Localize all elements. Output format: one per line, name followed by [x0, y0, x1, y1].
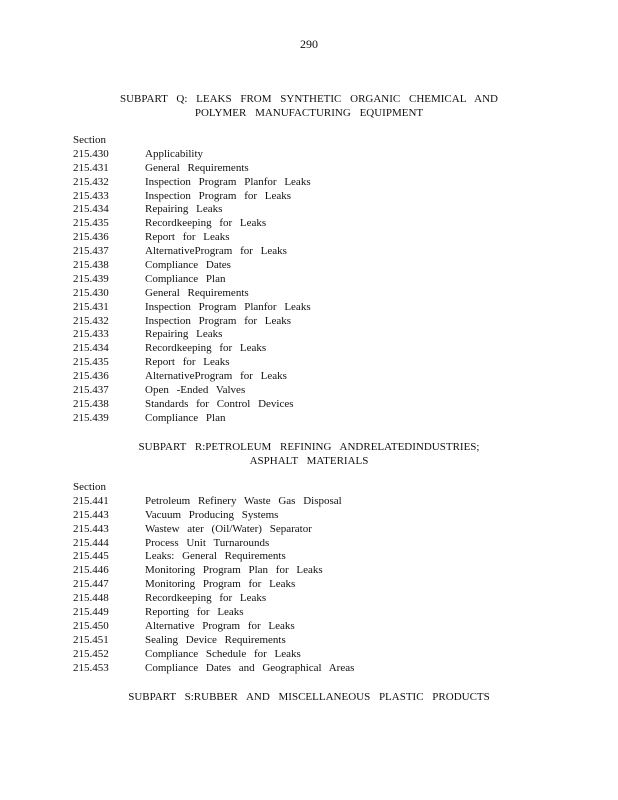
- page-number: 290: [300, 37, 318, 51]
- section-title: Compliance Dates: [145, 259, 231, 272]
- section-entry: [73, 203, 593, 217]
- section-title: Repairing Leaks: [145, 328, 223, 341]
- section-number: 215.444: [73, 536, 109, 549]
- section-entry: [73, 634, 593, 648]
- section-title: Open -Ended Valves: [145, 384, 246, 397]
- subpart-q-heading-line2: POLYMER MANUFACTURING EQUIPMENT: [194, 107, 424, 119]
- section-entry: [73, 592, 593, 606]
- section-number: 215.445: [73, 550, 109, 563]
- section-entry: [73, 537, 593, 551]
- section-number: 215.452: [73, 647, 109, 660]
- section-number: 215.434: [73, 342, 109, 355]
- section-entry: [73, 190, 593, 204]
- subpart-r-rows: [73, 495, 593, 676]
- section-label: Section: [73, 134, 106, 146]
- section-number: 215.432: [73, 175, 109, 188]
- section-number: 215.435: [73, 356, 109, 369]
- section-entry: [73, 578, 593, 592]
- section-number: 215.431: [73, 300, 109, 313]
- section-title: Vacuum Producing Systems: [145, 508, 279, 521]
- section-entry: [73, 231, 593, 245]
- section-entry: [73, 287, 593, 301]
- subpart-r-heading: [0, 440, 618, 468]
- subpart-q-heading-line1: SUBPART Q: LEAKS FROM SYNTHETIC ORGANIC CHEMICAL AND: [120, 93, 498, 105]
- section-title: Recordkeeping for Leaks: [145, 217, 267, 230]
- section-number: 215.443: [73, 522, 109, 535]
- section-title: Report for Leaks: [145, 231, 230, 244]
- section-number: 215.451: [73, 633, 109, 646]
- section-title: Recordkeeping for Leaks: [145, 592, 267, 605]
- section-entry: [73, 412, 593, 426]
- section-number: 215.437: [73, 384, 109, 397]
- section-entry: [73, 564, 593, 578]
- section-entry: [73, 356, 593, 370]
- section-entry: [73, 162, 593, 176]
- section-entry: [73, 662, 593, 676]
- section-title: Compliance Plan: [145, 272, 226, 285]
- section-number: 215.435: [73, 217, 109, 230]
- section-number: 215.441: [73, 494, 109, 507]
- subpart-q-rows: [73, 148, 593, 426]
- section-entry: [73, 384, 593, 398]
- section-title: Inspection Program Planfor Leaks: [145, 300, 311, 313]
- section-title: Inspection Program for Leaks: [145, 189, 292, 202]
- section-entry: [73, 176, 593, 190]
- section-title: Reporting for Leaks: [145, 606, 244, 619]
- section-entry: [73, 259, 593, 273]
- section-label: Section: [73, 481, 106, 493]
- section-title: Recordkeeping for Leaks: [145, 342, 267, 355]
- section-title: Monitoring Program Plan for Leaks: [145, 564, 323, 577]
- section-number: 215.450: [73, 619, 109, 632]
- section-title: Compliance Dates and Geographical Areas: [145, 661, 355, 674]
- section-title: Wastew ater (Oil/Water) Separator: [145, 522, 312, 535]
- section-entry: [73, 273, 593, 287]
- section-number: 215.438: [73, 397, 109, 410]
- section-number: 215.432: [73, 314, 109, 327]
- section-entry: [73, 495, 593, 509]
- section-number: 215.448: [73, 592, 109, 605]
- section-number: 215.438: [73, 259, 109, 272]
- section-number: 215.431: [73, 161, 109, 174]
- section-title: Standards for Control Devices: [145, 397, 294, 410]
- section-entry: [73, 509, 593, 523]
- section-number: 215.430: [73, 286, 109, 299]
- section-title: AlternativeProgram for Leaks: [145, 370, 287, 383]
- section-number: 215.434: [73, 203, 109, 216]
- section-title: General Requirements: [145, 161, 249, 174]
- section-title: Compliance Schedule for Leaks: [145, 647, 301, 660]
- section-title: Repairing Leaks: [145, 203, 223, 216]
- section-title: Sealing Device Requirements: [145, 633, 286, 646]
- section-entry: [73, 606, 593, 620]
- section-number: 215.437: [73, 245, 109, 258]
- section-number: 215.433: [73, 328, 109, 341]
- section-title: Petroleum Refinery Waste Gas Disposal: [145, 494, 342, 507]
- section-title: AlternativeProgram for Leaks: [145, 245, 287, 258]
- section-entry: [73, 398, 593, 412]
- section-title: Report for Leaks: [145, 356, 230, 369]
- section-title: Process Unit Turnarounds: [145, 536, 270, 549]
- section-title: Compliance Plan: [145, 411, 226, 424]
- subpart-r-heading-line1: SUBPART R:PETROLEUM REFINING ANDRELATEDINDUSTRIES;: [138, 441, 480, 453]
- section-title: Monitoring Program for Leaks: [145, 578, 296, 591]
- section-number: 215.439: [73, 411, 109, 424]
- section-title: General Requirements: [145, 286, 249, 299]
- section-number: 215.439: [73, 272, 109, 285]
- section-number: 215.447: [73, 578, 109, 591]
- section-number: 215.436: [73, 370, 109, 383]
- section-entry: [73, 301, 593, 315]
- section-entry: [73, 620, 593, 634]
- section-title: Inspection Program for Leaks: [145, 314, 292, 327]
- section-title: Alternative Program for Leaks: [145, 619, 295, 632]
- section-entry: [73, 217, 593, 231]
- section-entry: [73, 370, 593, 384]
- section-number: 215.433: [73, 189, 109, 202]
- section-number: 215.453: [73, 661, 109, 674]
- section-number: 215.449: [73, 606, 109, 619]
- section-entry: [73, 523, 593, 537]
- section-entry: [73, 315, 593, 329]
- section-entry: [73, 148, 593, 162]
- subpart-q-section-list: [73, 134, 593, 426]
- subpart-s-heading: [0, 690, 618, 704]
- subpart-r-section-list: [73, 481, 593, 675]
- section-entry: [73, 648, 593, 662]
- section-number: 215.436: [73, 231, 109, 244]
- subpart-s-heading-line1: SUBPART S:RUBBER AND MISCELLANEOUS PLASTIC PRODUCTS: [128, 691, 490, 703]
- section-entry: [73, 550, 593, 564]
- section-title: Inspection Program Planfor Leaks: [145, 175, 311, 188]
- section-number: 215.430: [73, 147, 109, 160]
- subpart-r-heading-line2: ASPHALT MATERIALS: [249, 455, 369, 467]
- section-number: 215.446: [73, 564, 109, 577]
- section-number: 215.443: [73, 508, 109, 521]
- section-entry: [73, 245, 593, 259]
- section-entry: [73, 342, 593, 356]
- section-title: Leaks: General Requirements: [145, 550, 286, 563]
- section-entry: [73, 328, 593, 342]
- subpart-q-heading: [0, 92, 618, 120]
- section-title: Applicability: [145, 147, 204, 160]
